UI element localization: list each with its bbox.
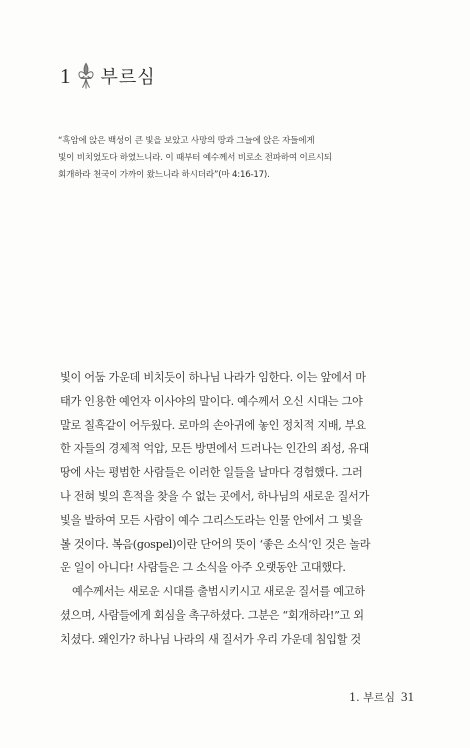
epigraph-line: 회개하라 천국이 가까이 왔느니라 하시더라”(마 4:16-17). bbox=[58, 170, 270, 180]
epigraph-line: 빛이 비치었도다 하였느니라. 이 때부터 예수께서 비로소 전파하여 이르시되 bbox=[58, 153, 332, 163]
body-line: 셨으며, 사람들에게 회심을 촉구하셨다. 그분은 “회개하라!”고 외 bbox=[60, 608, 364, 622]
chapter-title: 부르심 bbox=[100, 67, 156, 88]
epigraph-line: “흑암에 앉은 백성이 큰 빛을 보았고 사망의 땅과 그늘에 앉은 자들에게 bbox=[58, 136, 315, 146]
chapter-number: 1 bbox=[60, 63, 71, 88]
body-line: 빛을 발하여 모든 사람이 예수 그리스도라는 인물 안에서 그 빛을 bbox=[60, 513, 363, 527]
body-line: 태가 인용한 예언자 이사야의 말이다. 예수께서 오신 시대는 그야 bbox=[60, 394, 363, 408]
body-line: 빛이 어둠 가운데 비치듯이 하나님 나라가 임한다. 이는 앞에서 마 bbox=[60, 371, 366, 384]
fleur-de-lis-icon bbox=[77, 61, 95, 91]
body-line: 예수께서는 새로운 시대를 출범시키시고 새로운 질서를 예고하 bbox=[72, 585, 365, 599]
chapter-heading bbox=[60, 60, 156, 92]
body-text bbox=[60, 366, 412, 652]
body-line: 운 일이 아니다! 사람들은 그 소식을 아주 오랫동안 고대했다. bbox=[60, 561, 346, 575]
body-line: 치셨다. 왜인가? 하나님 나라의 새 질서가 우리 가운데 침입할 것 bbox=[60, 632, 361, 646]
epigraph-quote bbox=[58, 133, 388, 184]
body-line: 나 전혀 빛의 흔적을 찾을 수 없는 곳에서, 하나님의 새로운 질서가 bbox=[60, 489, 370, 503]
page-number: 31 bbox=[401, 689, 414, 704]
body-line: 땅에 사는 평범한 사람들은 이러한 일들을 날마다 경험했다. 그러 bbox=[60, 466, 363, 480]
body-line: 한 자들의 경제적 억압, 모든 방면에서 드러나는 인간의 죄성, 유대 bbox=[60, 442, 370, 456]
running-head: 1. 부르심 bbox=[349, 691, 395, 704]
body-line: 볼 것이다. 복음(gospel)이란 단어의 뜻이 ‘좋은 소식’인 것은 놀라 bbox=[60, 537, 371, 551]
body-line: 말로 칠흑같이 어두웠다. 로마의 손아귀에 놓인 정치적 지배, 부요 bbox=[60, 418, 366, 432]
page-footer bbox=[349, 689, 414, 705]
